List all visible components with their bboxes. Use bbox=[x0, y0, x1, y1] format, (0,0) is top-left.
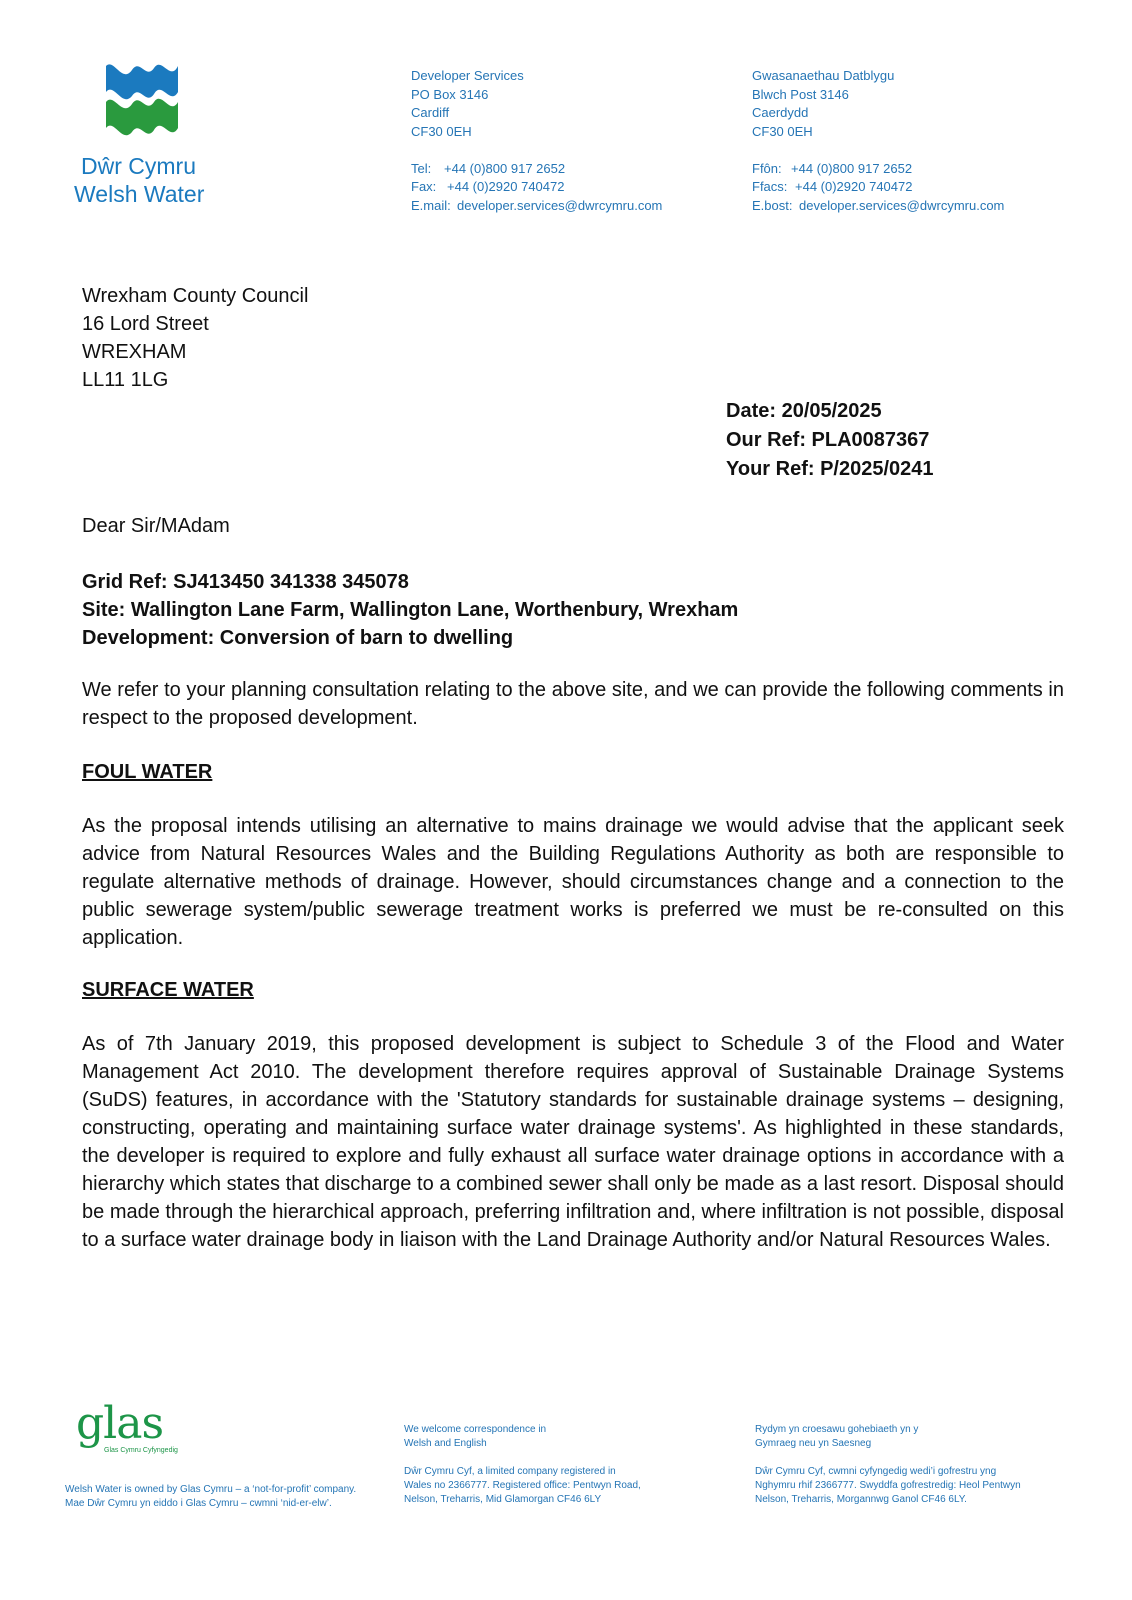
recipient-address bbox=[82, 282, 308, 394]
email-line bbox=[752, 197, 1004, 216]
fax-label: Fax: bbox=[411, 179, 437, 194]
company-info-line: Nghymru rhif 2366777. Swyddfa gofrestredig: Heol Pentwyn bbox=[755, 1480, 1021, 1491]
surface-water-heading: SURFACE WATER bbox=[82, 979, 254, 1001]
email-link[interactable]: developer.services@dwrcymru.com bbox=[799, 197, 1005, 213]
fax-number: +44 (0)2920 740472 bbox=[447, 179, 565, 194]
address-line: WREXHAM bbox=[82, 341, 187, 363]
brand-name-welsh: Dŵr Cymru bbox=[81, 153, 196, 179]
subject-block bbox=[82, 568, 738, 652]
company-info-line: Dŵr Cymru Cyf, cwmni cyfyngedig wedi’i gofrestru yng bbox=[755, 1466, 997, 1477]
postcode: CF30 0EH bbox=[752, 123, 813, 139]
ownership-english: Welsh Water is owned by Glas Cymru – a ‘not-for-profit’ company. bbox=[65, 1484, 357, 1495]
tel-label: Ffôn: bbox=[752, 160, 782, 176]
city: Cardiff bbox=[411, 105, 450, 120]
address-line: LL11 1LG bbox=[82, 369, 169, 391]
po-box: Blwch Post 3146 bbox=[752, 86, 849, 102]
welcome-line: Rydym yn croesawu gohebiaeth yn y bbox=[755, 1424, 919, 1435]
po-box: PO Box 3146 bbox=[411, 86, 489, 102]
contact-block-english bbox=[411, 67, 662, 215]
foul-water-paragraph: As the proposal intends utilising an alternative to mains drainage we would advise that the applicant seek advice from Natural Resources Wales and the Building Regulations Authority as both are responsible to regulate alternative methods of drainage. However, should circumstances change and a connection to the public sewerage system/public sewerage treatment works is preferred we must be re-consulted on this application. bbox=[82, 815, 1064, 949]
company-info-line: Nelson, Treharris, Morgannwg Ganol CF46 6LY. bbox=[755, 1494, 967, 1505]
reference-block bbox=[726, 397, 934, 484]
address-line: Wrexham County Council bbox=[82, 285, 309, 307]
email-label: E.bost: bbox=[752, 197, 793, 213]
fax-line bbox=[752, 178, 1004, 197]
fax-line bbox=[411, 178, 662, 197]
your-reference: Your Ref: P/2025/0241 bbox=[726, 458, 934, 480]
site-address: Site: Wallington Lane Farm, Wallington Lane, Worthenbury, Wrexham bbox=[82, 599, 739, 621]
contact-block-welsh bbox=[752, 67, 1004, 215]
grid-reference: Grid Ref: SJ413450 341338 345078 bbox=[82, 571, 409, 593]
tel-line bbox=[411, 160, 662, 179]
company-logo bbox=[74, 62, 224, 208]
city: Caerdydd bbox=[752, 105, 809, 120]
department: Gwasanaethau Datblygu bbox=[752, 68, 895, 83]
fax-number: +44 (0)2920 740472 bbox=[795, 179, 913, 194]
ownership-welsh: Mae Dŵr Cymru yn eiddo i Glas Cymru – cwmni ‘nid-er-elw’. bbox=[65, 1498, 332, 1509]
company-info-line: Nelson, Treharris, Mid Glamorgan CF46 6LY bbox=[404, 1494, 602, 1505]
glas-logo bbox=[76, 1398, 178, 1455]
intro-paragraph: We refer to your planning consultation relating to the above site, and we can provide the following comments in respect to the proposed development. bbox=[82, 679, 1064, 729]
brand-name-english: Welsh Water bbox=[74, 181, 205, 207]
letter-date: Date: 20/05/2025 bbox=[726, 400, 882, 422]
footer-welsh-block bbox=[755, 1423, 1021, 1507]
fax-label: Ffacs: bbox=[752, 179, 788, 194]
surface-water-paragraph: As of 7th January 2019, this proposed development is subject to Schedule 3 of the Flood and Water Management Act 2010. The development therefore requires approval of Sustainable Drainage Systems (SuDS) features, in accordance with the 'Statutory standards for sustainable drainage systems – designing, constructing, operating and maintaining surface water drainage systems'. As highlighted in these standards, the developer is required to explore and fully exhaust all surface water drainage options in accordance with a hierarchy which states that discharge to a combined sewer shall only be made as a last resort. Disposal should be made through the hierarchical approach, preferring infiltration and, where infiltration is not possible, disposal to a surface water drainage body in liaison with the Land Drainage Authority and/or Natural Resources Wales. bbox=[82, 1033, 1064, 1251]
tel-number[interactable]: +44 (0)800 917 2652 bbox=[444, 160, 566, 176]
tel-number[interactable]: +44 (0)800 917 2652 bbox=[791, 160, 913, 176]
wave-logo-icon bbox=[104, 62, 180, 152]
footer-english-block bbox=[404, 1423, 641, 1507]
company-info-line: Wales no 2366777. Registered office: Pentwyn Road, bbox=[404, 1480, 641, 1491]
department: Developer Services bbox=[411, 68, 524, 83]
welcome-line: Welsh and English bbox=[404, 1438, 487, 1449]
development-description: Development: Conversion of barn to dwelling bbox=[82, 627, 514, 649]
email-link[interactable]: developer.services@dwrcymru.com bbox=[457, 197, 663, 213]
tel-label: Tel: bbox=[411, 160, 432, 176]
company-info-line: Dŵr Cymru Cyf, a limited company registered in bbox=[404, 1466, 616, 1477]
welcome-line: Gymraeg neu yn Saesneg bbox=[755, 1438, 872, 1449]
email-label: E.mail: bbox=[411, 197, 451, 213]
our-reference: Our Ref: PLA0087367 bbox=[726, 429, 930, 451]
welcome-line: We welcome correspondence in bbox=[404, 1424, 547, 1435]
glas-wordmark: glas bbox=[76, 1398, 164, 1449]
tel-line bbox=[752, 160, 1004, 179]
foul-water-heading: FOUL WATER bbox=[82, 761, 213, 783]
salutation: Dear Sir/MAdam bbox=[82, 515, 230, 537]
postcode: CF30 0EH bbox=[411, 123, 472, 139]
email-line bbox=[411, 197, 662, 216]
glas-subtitle: Glas Cymru Cyfyngedig bbox=[104, 1447, 178, 1454]
address-line: 16 Lord Street bbox=[82, 313, 209, 335]
ownership-notice bbox=[65, 1483, 356, 1511]
